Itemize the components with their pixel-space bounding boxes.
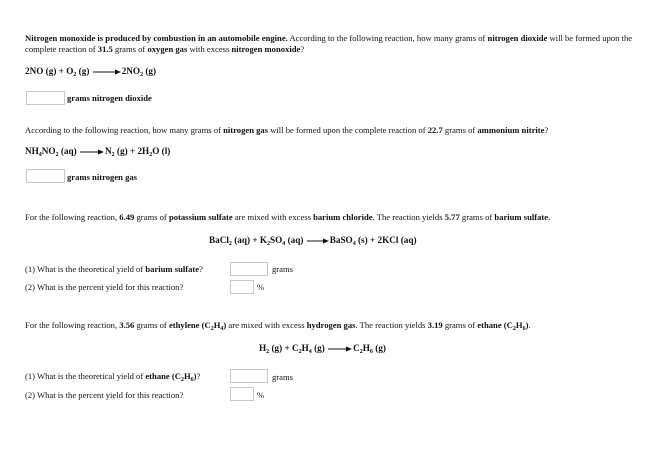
q3-intro: For the following reaction, 6.49 grams of potassium sulfate are mixed with excess barium chloride. The reaction yields 5.77 grams of barium sulfate. bbox=[25, 212, 551, 222]
q4-theoretical-yield-input[interactable] bbox=[230, 369, 268, 383]
q2-equation: $NH_4NO_2$ (aq) $N_2$ $(g) + 2H_2O$ (l) bbox=[25, 146, 171, 158]
q3-sub1-unit: grams bbox=[272, 264, 294, 274]
q3-equation: BaCl$_2$ $(aq) + K_2SO_4$ (aq) BaSO$_4$ (s) + 2KCl (aq) bbox=[209, 235, 417, 247]
q4-intro: For the following reaction, 3.56 grams of ethylene $(C_2H_4)$ are mixed with excess hydrogen gas. The reaction yields 3.19 grams of ethane $(C_2H_6)$. bbox=[25, 320, 531, 332]
q3-sub2-label: (2) What is the percent yield for this reaction? bbox=[25, 282, 184, 292]
reaction-arrow-icon bbox=[92, 68, 122, 76]
q3-percent-yield-input[interactable] bbox=[230, 280, 254, 294]
q1-intro: Nitrogen monoxide is produced by combustion in an automobile engine. According to the following reaction, how many grams of nitrogen dioxide will be formed upon the complete reaction of 31.5 grams of oxygen gas with excess nitrogen monoxide? bbox=[25, 33, 633, 55]
q4-sub1-unit: grams bbox=[272, 372, 294, 382]
q4-sub2-label: (2) What is the percent yield for this reaction? bbox=[25, 390, 184, 400]
q2-answer-unit: grams nitrogen gas bbox=[67, 172, 138, 182]
q3-sub2-unit: % bbox=[257, 282, 265, 292]
reaction-arrow-icon bbox=[79, 148, 105, 156]
reaction-arrow-icon bbox=[327, 345, 353, 353]
q1-answer-input[interactable] bbox=[26, 91, 65, 105]
q3-theoretical-yield-input[interactable] bbox=[230, 262, 268, 276]
reaction-arrow-icon bbox=[306, 237, 330, 245]
q4-percent-yield-input[interactable] bbox=[230, 387, 254, 401]
q4-sub2-unit: % bbox=[257, 390, 265, 400]
q1-answer-unit: grams nitrogen dioxide bbox=[67, 93, 152, 103]
q4-equation: $H_2$ $(g) + C_2H_4$ (g) $C_2H_6$ (g) bbox=[259, 343, 386, 355]
q3-sub1-label: (1) What is the theoretical yield of barium sulfate? bbox=[25, 264, 203, 274]
q2-intro: According to the following reaction, how many grams of nitrogen gas will be formed upon the complete reaction of 22.7 grams of ammonium nitrite? bbox=[25, 125, 549, 135]
q2-answer-input[interactable] bbox=[26, 169, 65, 183]
q1-equation: 2NO $(g) + O_2$ (g) $2NO_2$ (g) bbox=[25, 66, 157, 78]
q4-sub1-label: (1) What is the theoretical yield of ethane $(C_2H_6)$? bbox=[25, 371, 201, 383]
